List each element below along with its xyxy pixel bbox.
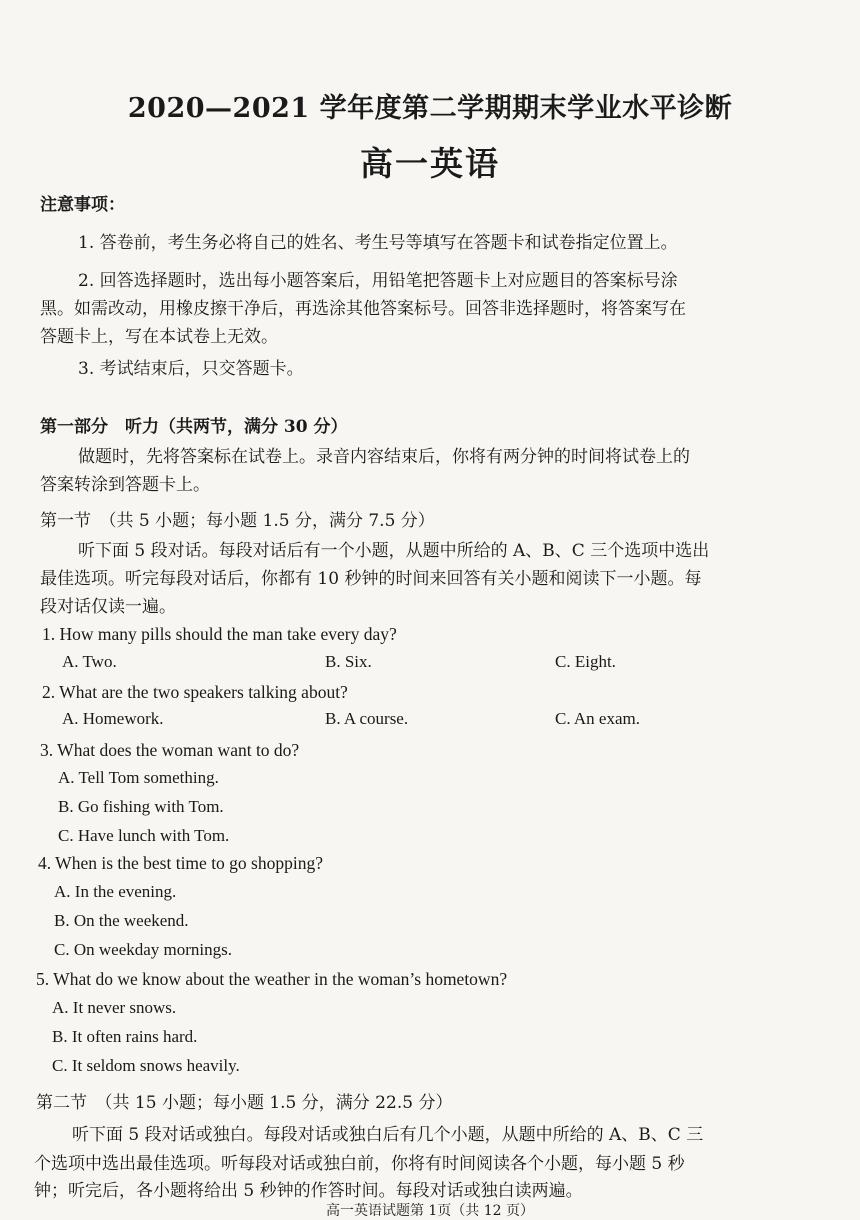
q3-option-c: C. Have lunch with Tom. — [58, 826, 230, 845]
q5-option-a: A. It never snows. — [52, 998, 177, 1017]
q2-option-c: C. An exam. — [555, 709, 640, 728]
question-1: 1. How many pills should the man take every day? — [42, 624, 397, 644]
section2-intro-c: 钟；听完后，各小题将给出 5 秒钟的作答时间。每段对话或独白读两遍。 — [34, 1181, 583, 1201]
notice-item-1: 1. 答卷前，考生务必将自己的姓名、考生号等填写在答题卡和试卷指定位置上。 — [78, 233, 678, 253]
section1-intro-c: 段对话仅读一遍。 — [40, 597, 176, 617]
q1-option-c: C. Eight. — [555, 652, 616, 671]
section1-heading: 第一节 （共 5 小题；每小题 1.5 分，满分 7.5 分） — [40, 511, 435, 531]
notice-item-2c: 答题卡上，写在本试卷上无效。 — [40, 327, 278, 347]
q1-option-b: B. Six. — [325, 652, 372, 671]
question-2: 2. What are the two speakers talking about? — [42, 682, 348, 702]
section2-intro-b: 个选项中选出最佳选项。听每段对话或独白前，你将有时间阅读各个小题，每小题 5 秒 — [34, 1154, 685, 1174]
q2-option-a: A. Homework. — [62, 709, 164, 728]
q2-option-b: B. A course. — [325, 709, 409, 728]
question-5: 5. What do we know about the weather in the woman’s hometown? — [36, 969, 508, 989]
notice-item-3: 3. 考试结束后，只交答题卡。 — [78, 359, 304, 379]
section2-heading: 第二节 （共 15 小题；每小题 1.5 分，满分 22.5 分） — [36, 1093, 453, 1113]
part1-heading: 第一部分 听力（共两节，满分 30 分） — [40, 417, 348, 437]
section1-intro-b: 最佳选项。听完每段对话后，你都有 10 秒钟的时间来回答有关小题和阅读下一小题。每 — [40, 569, 702, 589]
q1-option-a: A. Two. — [62, 652, 117, 671]
part1-intro-b: 答案转涂到答题卡上。 — [40, 475, 210, 495]
part1-intro-a: 做题时，先将答案标在试卷上。录音内容结束后，你将有两分钟的时间将试卷上的 — [78, 447, 690, 467]
notice-item-2b: 黑。如需改动，用橡皮擦干净后，再选涂其他答案标号。回答非选择题时，将答案写在 — [40, 299, 686, 319]
q5-option-c: C. It seldom snows heavily. — [52, 1056, 240, 1075]
q3-option-b: B. Go fishing with Tom. — [58, 797, 224, 816]
q5-option-b: B. It often rains hard. — [52, 1027, 198, 1046]
q4-option-c: C. On weekday mornings. — [54, 940, 233, 959]
notice-heading: 注意事项： — [40, 195, 125, 215]
q4-option-b: B. On the weekend. — [54, 911, 189, 930]
notice-item-2a: 2. 回答选择题时，选出每小题答案后，用铅笔把答题卡上对应题目的答案标号涂 — [78, 271, 678, 291]
page-footer: 高一英语试题第 1页（共 12 页） — [325, 1203, 535, 1219]
question-4: 4. When is the best time to go shopping? — [38, 853, 323, 873]
q3-option-a: A. Tell Tom something. — [58, 768, 219, 787]
q4-option-a: A. In the evening. — [54, 882, 177, 901]
exam-title: 2020—2021 学年度第二学期期末学业水平诊断 — [127, 93, 733, 124]
question-3: 3. What does the woman want to do? — [40, 740, 300, 760]
section1-intro-a: 听下面 5 段对话。每段对话后有一个小题，从题中所给的 A、B、C 三个选项中选出 — [78, 541, 710, 561]
section2-intro-a: 听下面 5 段对话或独白。每段对话或独白后有几个小题，从题中所给的 A、B、C 三 — [72, 1125, 704, 1145]
subject-title: 高一英语 — [360, 144, 500, 183]
